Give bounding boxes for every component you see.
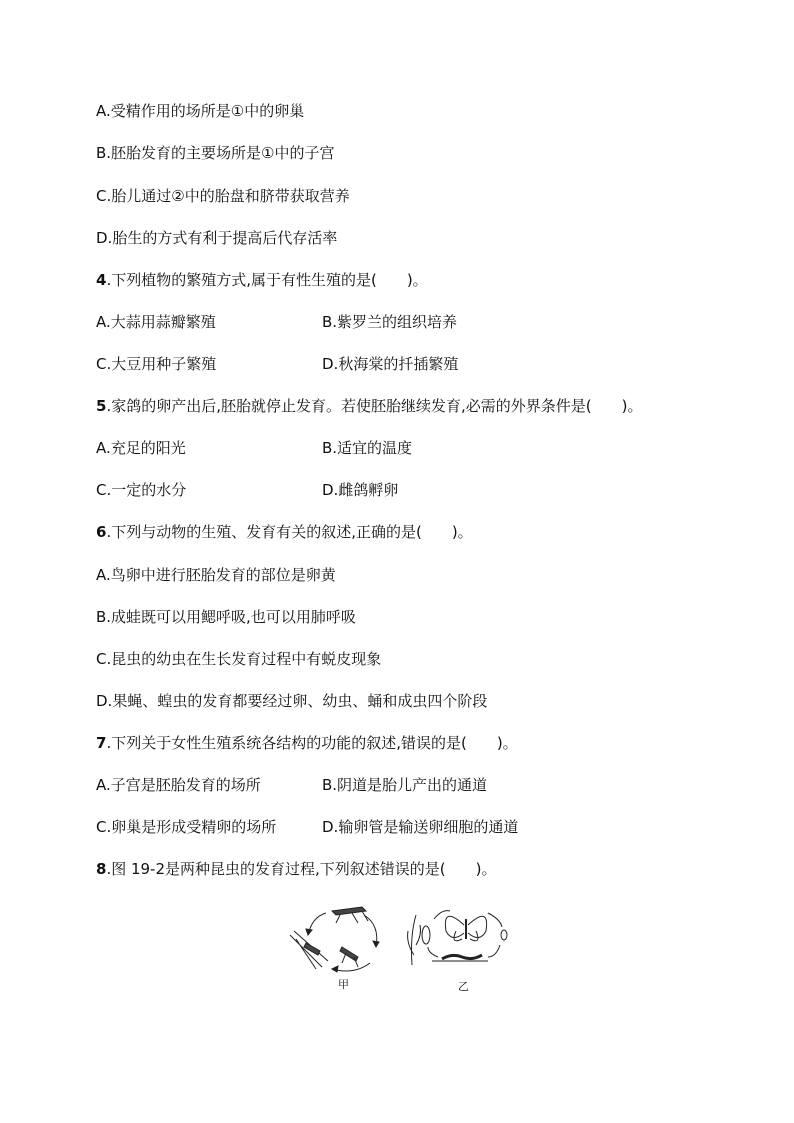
eggs: [501, 930, 507, 940]
insect-life-cycle-figure: [282, 895, 522, 995]
q6-option-a: A.鸟卵中进行胚胎发育的部位是卵黄: [96, 566, 336, 584]
plant-stem: [408, 915, 421, 965]
q7-number: 7: [96, 734, 107, 752]
q5-option-b: B.适宜的温度: [322, 439, 413, 457]
grasshopper-nymph-1: [304, 943, 320, 955]
cycle-arrow-7: [428, 947, 438, 957]
q7-option-a: A.子宫是胚胎发育的场所: [96, 776, 261, 794]
q4-stem: .下列植物的繁殖方式,属于有性生殖的是( )。: [106, 271, 428, 289]
figure-label-jia: 甲: [338, 978, 349, 991]
arrow-head: [373, 941, 379, 947]
cycle-arrow-4: [434, 911, 450, 919]
q7-option-d: D.输卵管是输送卵细胞的通道: [322, 818, 519, 836]
q7-stem: .下列关于女性生殖系统各结构的功能的叙述,错误的是( )。: [106, 734, 518, 752]
q5-option-d: D.雌鸽孵卵: [322, 481, 399, 499]
q3-option-c: C.胎儿通过②中的胎盘和脐带获取营养: [96, 187, 350, 205]
grasshopper-cycle: [290, 907, 379, 972]
cycle-arrow-5: [488, 913, 502, 927]
q4-option-a: A.大蒜用蒜瓣繁殖: [96, 313, 216, 331]
q7-option-c: C.卵巢是形成受精卵的场所: [96, 818, 277, 836]
q6-option-d: D.果蝇、蝗虫的发育都要经过卵、幼虫、蛹和成虫四个阶段: [96, 692, 488, 710]
q6-option-b: B.成蛙既可以用鳃呼吸,也可以用肺呼吸: [96, 608, 356, 626]
q7-option-b: B.阴道是胎儿产出的通道: [322, 776, 488, 794]
q5-stem: .家鸽的卵产出后,胚胎就停止发育。若使胚胎继续发育,必需的外界条件是( )。: [106, 397, 643, 415]
q6-stem-line: [96, 522, 473, 542]
q6-stem: .下列与动物的生殖、发育有关的叙述,正确的是( )。: [106, 523, 473, 541]
cycle-arrow-6: [488, 945, 500, 957]
q8-number: 8: [96, 860, 107, 878]
q5-number: 5: [96, 397, 107, 415]
q6-option-c: C.昆虫的幼虫在生长发育过程中有蜕皮现象: [96, 650, 382, 668]
pupa: [422, 926, 430, 944]
q8-stem-line: [96, 859, 497, 879]
caterpillar: [442, 955, 482, 959]
life-cycle-illustration: [282, 895, 522, 995]
q3-option-d: D.胎生的方式有利于提高后代存活率: [96, 229, 338, 247]
q4-number: 4: [96, 271, 107, 289]
q4-stem-line: [96, 270, 428, 290]
q5-option-c: C.一定的水分: [96, 481, 187, 499]
arrow-head: [306, 929, 312, 935]
arrow-head: [332, 966, 338, 972]
q4-option-b: B.紫罗兰的组织培养: [322, 313, 458, 331]
q3-option-b: B.胚胎发育的主要场所是①中的子宫: [96, 144, 335, 162]
q8-stem: .图 19-2是两种昆虫的发育过程,下列叙述错误的是( )。: [106, 860, 497, 878]
q4-option-c: C.大豆用种子繁殖: [96, 355, 217, 373]
q3-option-a: A.受精作用的场所是①中的卵巢: [96, 102, 305, 120]
q5-option-a: A.充足的阳光: [96, 439, 186, 457]
grasshopper-nymph-2: [340, 947, 358, 961]
q6-number: 6: [96, 523, 107, 541]
q4-option-d: D.秋海棠的扦插繁殖: [322, 355, 459, 373]
grasshopper-adult: [332, 907, 366, 915]
figure-label-yi: 乙: [458, 980, 469, 993]
q5-stem-line: [96, 396, 642, 416]
butterfly-cycle: [408, 911, 507, 965]
q7-stem-line: [96, 733, 518, 753]
